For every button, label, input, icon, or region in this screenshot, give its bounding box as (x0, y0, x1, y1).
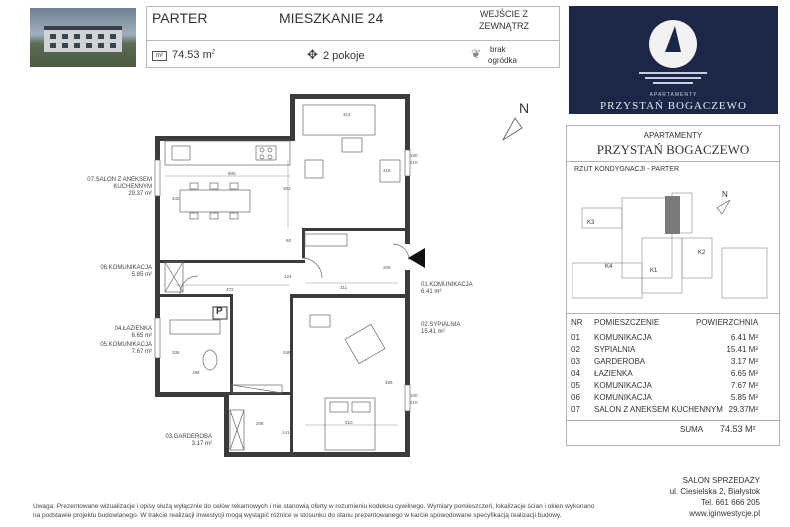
entrance-arrow (408, 248, 425, 268)
dim-label: 198 (192, 370, 200, 375)
wall (230, 294, 233, 392)
burner (260, 155, 264, 159)
window (155, 160, 160, 196)
col-area: POWIERZCHNIA (696, 318, 759, 327)
row-area: 3.17 M² (730, 357, 758, 366)
row-name: KOMUNIKACJA (594, 333, 652, 342)
floor-title: PARTER (152, 10, 208, 26)
info-north: N (722, 190, 728, 199)
chair (190, 213, 198, 219)
dim-label: 100 (410, 393, 418, 398)
pillow (352, 402, 370, 412)
dim-label: 342 (172, 196, 180, 201)
coffee-table (342, 138, 362, 152)
row-name: ŁAZIENKA (594, 369, 633, 378)
info-title-big: PRZYSTAŃ BOGACZEWO (596, 142, 750, 157)
wall (155, 136, 295, 141)
disclaimer-line2: na podstawie projektu budowlanego. W trakcie realizacji inwestycji mogą wystąpić różnice w stosunku do stanu prezentowanego w karcie spowodowane specyfikacją realizacji budowy. (33, 512, 562, 519)
wall (302, 228, 405, 231)
parking-label: P (216, 306, 223, 317)
chair (230, 183, 238, 189)
kom06-label: 06.KOMUNIKACJA 5.85 m² (100, 265, 152, 278)
row-nr: 02 (571, 345, 580, 354)
burner (268, 148, 272, 152)
north-label: N (519, 100, 530, 116)
wall (155, 260, 305, 263)
brand-logo (569, 6, 778, 114)
brand-name: PRZYSTAŃ BOGACZEWO (600, 100, 747, 112)
key-k2: K2 (698, 250, 706, 256)
dim-label: 150 (410, 153, 418, 158)
building-block (722, 248, 767, 298)
entrance-line2: ZEWNĄTRZ (479, 21, 529, 31)
row-name: KOMUNIKACJA (594, 393, 652, 402)
door-swing (393, 244, 409, 260)
dim-label: 210 (410, 160, 418, 165)
rooms-icon: ✥ (307, 47, 318, 62)
highlighted-apartment (665, 196, 680, 234)
row-name: KOMUNIKACJA (594, 381, 652, 390)
dim-label: 472 (226, 287, 234, 292)
dim-label: 60 (286, 238, 292, 243)
window (405, 385, 410, 411)
building-block (682, 238, 712, 278)
cooktop (256, 146, 276, 160)
sales-phone[interactable]: Tel. 661 666 205 (700, 498, 760, 507)
site-key-plan (572, 178, 772, 303)
lazienka-label: 04.ŁAZIENKA 6.65 m² (114, 326, 152, 339)
sofa (303, 105, 375, 135)
wardrobe-cross (232, 385, 282, 393)
leaf-icon: ❦ (471, 47, 482, 61)
divider (566, 161, 780, 162)
wave-line (653, 82, 693, 84)
wall (302, 228, 305, 258)
row-name: SYPIALNIA (594, 345, 636, 354)
wave-line (645, 77, 701, 79)
wall (224, 452, 410, 457)
row-area: 5.85 M² (730, 393, 758, 402)
vanity (170, 320, 220, 334)
row-nr: 05 (571, 381, 580, 390)
dim-label: 349 (283, 350, 291, 355)
dim-label: 206 (383, 265, 391, 270)
wave-line (639, 72, 707, 74)
dim-label: 311 (340, 285, 348, 290)
sink (172, 146, 190, 160)
sail-icon (665, 26, 681, 52)
key-k4: K4 (605, 264, 613, 270)
key-k1: K1 (650, 268, 658, 274)
window (155, 318, 160, 358)
toilet (203, 350, 217, 370)
row-area: 6.41 M² (730, 333, 758, 342)
area-icon: m² (152, 51, 167, 61)
dim-label: 141 (282, 430, 290, 435)
row-nr: 07 (571, 405, 580, 414)
dim-label: 208 (256, 421, 264, 426)
wall (290, 94, 410, 99)
closet (305, 234, 347, 246)
brand-small-text: APARTAMENTY (649, 92, 698, 98)
garden-line1: brak (490, 45, 506, 54)
col-nr: NR (571, 318, 583, 327)
north-arrow (717, 200, 730, 214)
armchair (345, 324, 385, 363)
col-room: POMIESZCZENIE (594, 318, 660, 327)
sum-value: 74.53 M² (720, 424, 756, 434)
dim-label: 124 (284, 274, 292, 279)
kom05-label: 05.KOMUNIKACJA 7.67 m² (100, 342, 152, 355)
row-area: 15.41 M² (726, 345, 758, 354)
garderoba-label: 03.GARDEROBA 3.17 m² (165, 434, 212, 447)
chair (190, 183, 198, 189)
row-nr: 03 (571, 357, 580, 366)
north-arrow (503, 118, 522, 140)
dim-label: 313 (343, 112, 351, 117)
divider (566, 420, 780, 421)
wall (224, 392, 229, 456)
row-nr: 01 (571, 333, 580, 342)
dim-label: 489 (385, 380, 393, 385)
dining-table (180, 190, 250, 212)
dim-label: 210 (410, 400, 418, 405)
chair (230, 213, 238, 219)
apartment-title: MIESZKANIE 24 (279, 10, 384, 26)
key-k3: K3 (587, 220, 595, 226)
dim-label: 800 (228, 171, 236, 176)
sum-label: SUMA (680, 425, 704, 434)
chair (210, 183, 218, 189)
sales-address: ul. Ciesielska 2, Białystok (669, 487, 760, 496)
kom01-label: 01.KOMUNIKACJA 6.41 m² (421, 282, 473, 295)
chair (210, 213, 218, 219)
burner (268, 155, 272, 159)
wall (290, 94, 295, 138)
sales-title: SALON SPRZEDAŻY (682, 476, 760, 485)
row-name: SALON Z ANEKSEM KUCHENNYM (594, 405, 723, 414)
burner (260, 148, 264, 152)
row-nr: 04 (571, 369, 580, 378)
dim-label: 418 (383, 168, 391, 173)
armchair (305, 160, 323, 178)
disclaimer-line1: Uwaga: Prezentowane wizualizacje i opisy służą wyłącznie do celów rekamowych i nie stanowią oferty w rozumieniu kodeksu cywilnego. Wymiary pomieszczeń, lokalizacje ścian i okien wykonano (33, 503, 595, 510)
dim-label: 336 (172, 350, 180, 355)
wall (290, 298, 293, 452)
wall (160, 294, 230, 297)
entrance-line1: WEJŚCIE Z (479, 9, 528, 19)
garden-line2: ogródka (488, 56, 517, 65)
row-area: 6.65 M² (730, 369, 758, 378)
wall (155, 392, 227, 397)
row-nr: 06 (571, 393, 580, 402)
pillow (330, 402, 348, 412)
dim-label: 310 (345, 420, 353, 425)
area-value: 74.53 $m^2$ (172, 49, 216, 61)
sypialnia-label: 02.SYPIALNIA 15.41 m² (421, 322, 461, 335)
building-block (642, 238, 682, 293)
wall (290, 294, 410, 298)
dim-label: 262 (283, 186, 291, 191)
salon-label: 07.SALON Z ANEKSEM KUCHENNYM 29.37 m² (87, 177, 152, 197)
divider (566, 313, 780, 314)
info-subtitle: RZUT KONDYGNACJI - PARTER (574, 166, 680, 173)
kitchen-counter (165, 141, 290, 165)
row-area: 7.67 M² (730, 381, 758, 390)
sales-website[interactable]: www.iginwestycje.pl (689, 509, 760, 518)
row-area: 29.37M² (728, 405, 758, 414)
desk (310, 315, 330, 327)
rooms-value: 2 pokoje (323, 50, 365, 62)
info-title-small: APARTAMENTY (643, 131, 703, 140)
row-name: GARDEROBA (594, 357, 646, 366)
